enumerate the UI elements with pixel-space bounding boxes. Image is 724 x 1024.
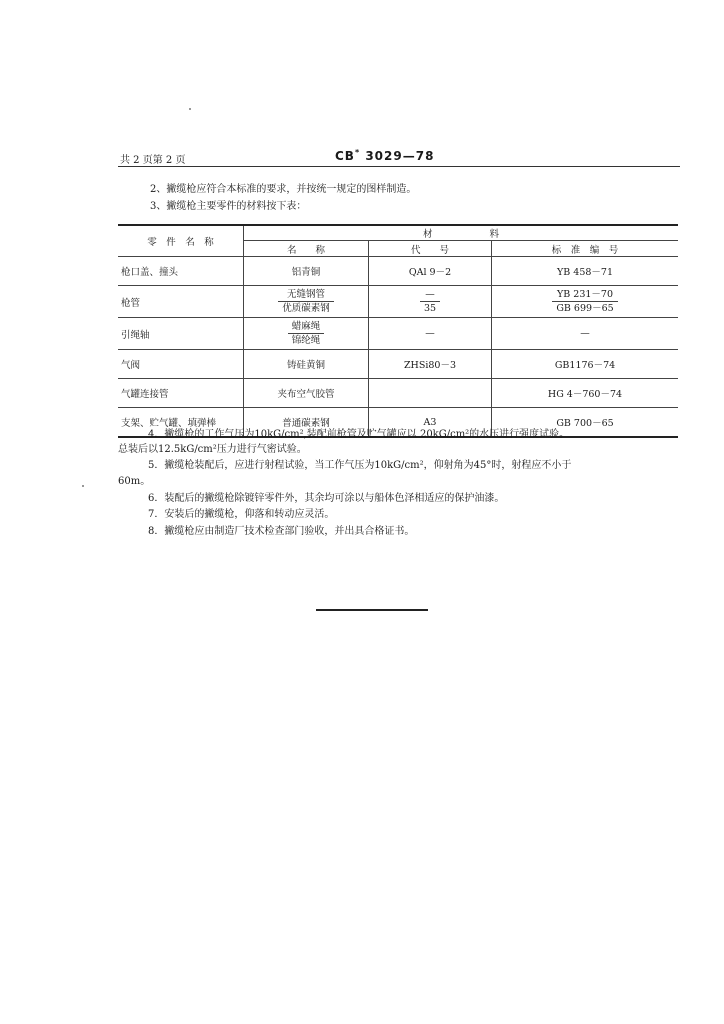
cell-standard-bottom: GB 699－65 (556, 303, 614, 314)
table-row (118, 286, 678, 318)
table-row (118, 318, 678, 350)
cell-part: 气罐连接管 (118, 379, 244, 408)
cell-code (369, 379, 492, 408)
standard-code: CB (335, 149, 355, 163)
paragraph-5-line-1: 5．撇缆枪装配后，应进行射程试验，当工作气压为10kG/cm²，仰射角为45°时，射程应不小于 (148, 460, 572, 471)
paragraph-4-line-1: 4．撇缆枪的工作气压为10kG/cm²,装配前枪管及贮气罐应以 20kG/cm²的水压进行强度试验。 (148, 429, 570, 440)
standard-number (335, 148, 434, 163)
cell-standard (492, 286, 679, 318)
paragraph-7: 7．安装后的撇缆枪，仰落和转动应灵活。 (148, 509, 335, 520)
cell-name: 普通碳素钢 (244, 408, 369, 438)
cell-code (369, 286, 492, 318)
paragraph-4-line-2: 总装后以12.5kG/cm²压力进行气密试验。 (118, 444, 307, 455)
cell-code: QAl 9－2 (369, 257, 492, 286)
cell-standard-top: YB 231－70 (552, 288, 617, 302)
page-info: 共 2 页第 2 页 (120, 155, 186, 166)
cell-part: 气阀 (118, 350, 244, 379)
cell-name (244, 286, 369, 318)
header-rule (118, 166, 680, 167)
scan-speck (82, 485, 84, 487)
cell-standard: YB 458－71 (492, 257, 679, 286)
cell-part: 枪口盖、撞头 (118, 257, 244, 286)
paragraph-5-line-2: 60m。 (118, 476, 151, 487)
cell-name: 铸硅黄铜 (244, 350, 369, 379)
cell-part: 枪管 (118, 286, 244, 318)
cell-name-top: 蜡麻绳 (288, 320, 325, 334)
header-standard: 标 准 编 号 (492, 241, 679, 257)
header-code: 代 号 (369, 241, 492, 257)
cell-name-bottom: 优质碳素钢 (282, 303, 330, 314)
cell-name: 铝青铜 (244, 257, 369, 286)
cell-code-bottom: 35 (423, 303, 437, 314)
cell-name (244, 318, 369, 350)
paragraph-2: 2、撇缆枪应符合本标准的要求，并按统一规定的图样制造。 (150, 184, 417, 195)
scan-speck (189, 108, 191, 110)
table-header-row-1 (118, 225, 678, 241)
materials-table (118, 224, 678, 438)
cell-code-top: — (420, 288, 440, 302)
paragraph-8: 8．撇缆枪应由制造厂技术检查部门验收，并出具合格证书。 (148, 526, 415, 537)
header-material-name: 名 称 (244, 241, 369, 257)
paragraph-3: 3、撇缆枪主要零件的材料按下表： (150, 201, 307, 212)
table-row (118, 379, 678, 408)
standard-sup: * (354, 148, 361, 157)
cell-part: 支架、贮气罐、填弹棒 (118, 408, 244, 438)
end-rule (316, 609, 428, 611)
cell-standard: HG 4－760－74 (492, 379, 679, 408)
table-row (118, 350, 678, 379)
header-part-name: 零 件 名 称 (118, 225, 244, 257)
paragraph-6: 6．装配后的撇缆枪除镀锌零件外，其余均可涂以与船体色泽相适应的保护油漆。 (148, 493, 505, 504)
table-row (118, 257, 678, 286)
cell-name-top: 无缝钢管 (278, 288, 334, 302)
cell-code: A3 (369, 408, 492, 438)
cell-standard: — (492, 318, 679, 350)
cell-name-bottom: 锦纶绳 (291, 335, 321, 346)
cell-standard: GB 700－65 (492, 408, 679, 438)
cell-standard: GB1176－74 (492, 350, 679, 379)
cell-code: — (369, 318, 492, 350)
cell-name: 夹布空气胶管 (244, 379, 369, 408)
cell-code: ZHSi80－3 (369, 350, 492, 379)
standard-number-text: 3029—78 (360, 149, 435, 163)
header-material: 材 料 (244, 225, 679, 241)
cell-part: 引绳轴 (118, 318, 244, 350)
